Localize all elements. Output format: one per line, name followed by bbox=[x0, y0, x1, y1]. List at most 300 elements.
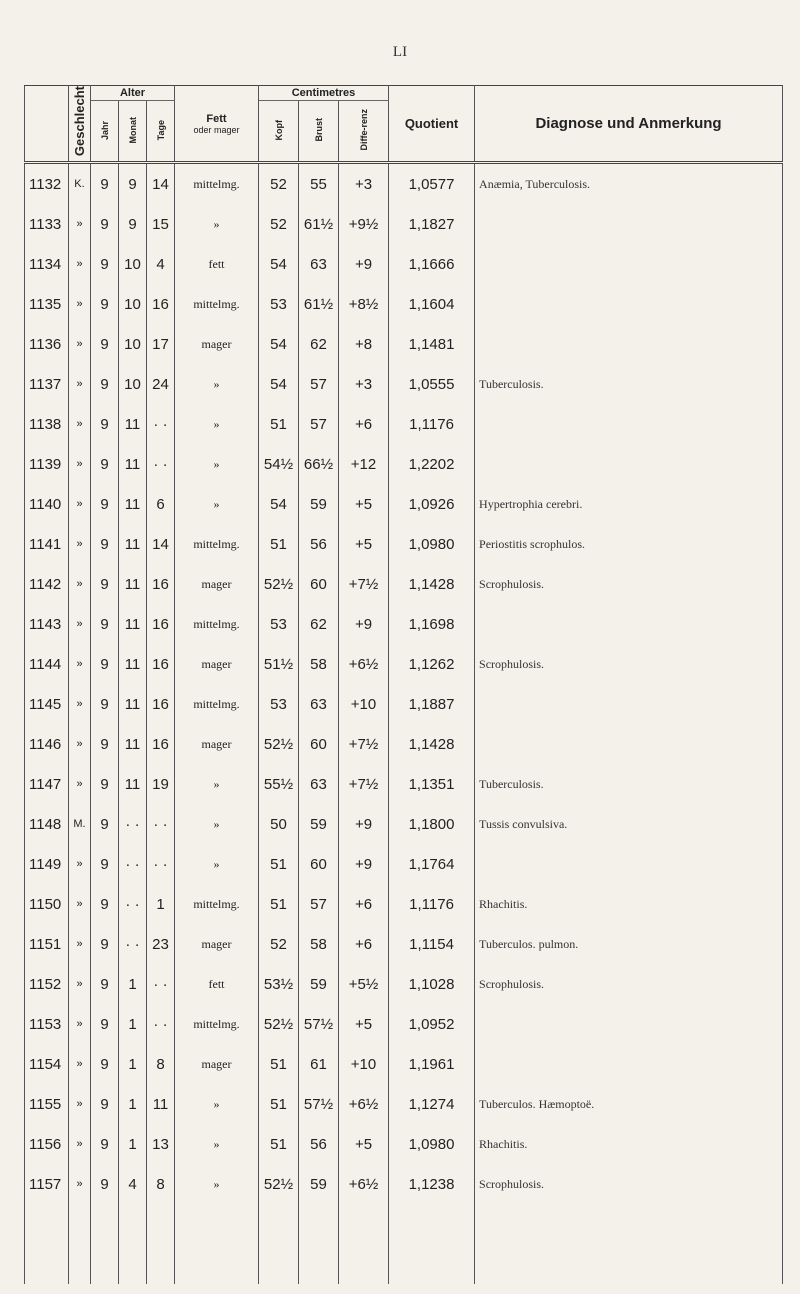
head-cell: 53 bbox=[259, 284, 299, 324]
quotient-cell: 1,1028 bbox=[389, 964, 475, 1004]
diff-cell: +7½ bbox=[339, 564, 389, 604]
age-days-cell: 16 bbox=[147, 644, 175, 684]
diagnosis-cell: Scrophulosis. bbox=[475, 564, 783, 604]
sex-cell: » bbox=[69, 1084, 91, 1124]
age-year-cell: 9 bbox=[91, 684, 119, 724]
diff-cell: +3 bbox=[339, 163, 389, 205]
diagnosis-cell: Hypertrophia cerebri. bbox=[475, 484, 783, 524]
sex-cell: » bbox=[69, 964, 91, 1004]
quotient-cell: 1,1176 bbox=[389, 404, 475, 444]
record-number: 1150 bbox=[25, 884, 69, 924]
head-cell: 52 bbox=[259, 204, 299, 244]
age-month-cell: 11 bbox=[119, 724, 147, 764]
age-days-cell: 8 bbox=[147, 1164, 175, 1204]
diagnosis-cell bbox=[475, 844, 783, 884]
age-year-cell: 9 bbox=[91, 364, 119, 404]
age-month-cell: 9 bbox=[119, 163, 147, 205]
fat-cell: mager bbox=[175, 1044, 259, 1084]
age-year-cell: 9 bbox=[91, 564, 119, 604]
sex-cell: » bbox=[69, 924, 91, 964]
diff-cell: +8½ bbox=[339, 284, 389, 324]
table-row bbox=[25, 1124, 783, 1164]
age-days-cell: 24 bbox=[147, 364, 175, 404]
head-cell: 53 bbox=[259, 684, 299, 724]
diagnosis-cell: Anæmia, Tuberculosis. bbox=[475, 163, 783, 205]
header-sex: Geschlecht bbox=[69, 86, 91, 163]
fat-cell: » bbox=[175, 1164, 259, 1204]
diff-cell: +7½ bbox=[339, 724, 389, 764]
age-year-cell: 9 bbox=[91, 924, 119, 964]
quotient-cell: 1,1428 bbox=[389, 564, 475, 604]
sex-cell: » bbox=[69, 1004, 91, 1044]
head-cell: 52½ bbox=[259, 564, 299, 604]
sex-cell: » bbox=[69, 484, 91, 524]
head-cell: 52 bbox=[259, 163, 299, 205]
table-row bbox=[25, 364, 783, 404]
sex-cell: » bbox=[69, 764, 91, 804]
record-number: 1143 bbox=[25, 604, 69, 644]
diagnosis-cell: Scrophulosis. bbox=[475, 1164, 783, 1204]
diagnosis-cell bbox=[475, 444, 783, 484]
fat-cell: » bbox=[175, 444, 259, 484]
diagnosis-cell: Tuberculos. Hæmoptoë. bbox=[475, 1084, 783, 1124]
diff-cell: +5 bbox=[339, 484, 389, 524]
chest-cell: 63 bbox=[299, 764, 339, 804]
diagnosis-cell: Tuberculos. pulmon. bbox=[475, 924, 783, 964]
quotient-cell: 1,1176 bbox=[389, 884, 475, 924]
age-month-cell: 1 bbox=[119, 1084, 147, 1124]
head-cell: 51 bbox=[259, 1124, 299, 1164]
age-days-cell: 23 bbox=[147, 924, 175, 964]
record-number: 1145 bbox=[25, 684, 69, 724]
age-month-cell: 1 bbox=[119, 964, 147, 1004]
age-year-cell: 9 bbox=[91, 244, 119, 284]
quotient-cell: 1,1604 bbox=[389, 284, 475, 324]
header-chest: Brust bbox=[299, 101, 339, 163]
age-month-cell: 11 bbox=[119, 684, 147, 724]
quotient-cell: 1,1961 bbox=[389, 1044, 475, 1084]
age-days-cell: 16 bbox=[147, 564, 175, 604]
head-cell: 51 bbox=[259, 524, 299, 564]
age-month-cell: 11 bbox=[119, 564, 147, 604]
fat-cell: mittelmg. bbox=[175, 604, 259, 644]
quotient-cell: 1,0980 bbox=[389, 524, 475, 564]
diff-cell: +5½ bbox=[339, 964, 389, 1004]
table-row bbox=[25, 1164, 783, 1204]
chest-cell: 58 bbox=[299, 644, 339, 684]
age-days-cell: 6 bbox=[147, 484, 175, 524]
chest-cell: 59 bbox=[299, 804, 339, 844]
record-number: 1133 bbox=[25, 204, 69, 244]
age-month-cell: 11 bbox=[119, 524, 147, 564]
age-year-cell: 9 bbox=[91, 1164, 119, 1204]
quotient-cell: 1,1428 bbox=[389, 724, 475, 764]
fat-cell: mager bbox=[175, 324, 259, 364]
diff-cell: +3 bbox=[339, 364, 389, 404]
sex-cell: M. bbox=[69, 804, 91, 844]
age-days-cell: 8 bbox=[147, 1044, 175, 1084]
table-row bbox=[25, 324, 783, 364]
sex-cell: » bbox=[69, 524, 91, 564]
age-month-cell: 1 bbox=[119, 1044, 147, 1084]
table-row bbox=[25, 564, 783, 604]
head-cell: 51 bbox=[259, 1044, 299, 1084]
age-year-cell: 9 bbox=[91, 444, 119, 484]
age-days-cell: · · bbox=[147, 844, 175, 884]
diff-cell: +10 bbox=[339, 1044, 389, 1084]
age-year-cell: 9 bbox=[91, 764, 119, 804]
quotient-cell: 1,0980 bbox=[389, 1124, 475, 1164]
header-fat: Fett oder mager bbox=[175, 86, 259, 163]
diagnosis-cell: Rhachitis. bbox=[475, 884, 783, 924]
sex-cell: » bbox=[69, 644, 91, 684]
age-year-cell: 9 bbox=[91, 1004, 119, 1044]
sex-cell: » bbox=[69, 1124, 91, 1164]
record-number: 1146 bbox=[25, 724, 69, 764]
table-row bbox=[25, 244, 783, 284]
fat-cell: mager bbox=[175, 564, 259, 604]
record-number: 1156 bbox=[25, 1124, 69, 1164]
head-cell: 50 bbox=[259, 804, 299, 844]
record-number: 1152 bbox=[25, 964, 69, 1004]
diff-cell: +5 bbox=[339, 1124, 389, 1164]
quotient-cell: 1,1238 bbox=[389, 1164, 475, 1204]
header-age-group: Alter bbox=[91, 86, 175, 101]
header-diff: Diffe-renz bbox=[339, 101, 389, 163]
age-year-cell: 9 bbox=[91, 964, 119, 1004]
age-month-cell: 10 bbox=[119, 324, 147, 364]
table-row bbox=[25, 284, 783, 324]
table-row bbox=[25, 724, 783, 764]
fat-cell: mager bbox=[175, 644, 259, 684]
age-days-cell: 4 bbox=[147, 244, 175, 284]
age-days-cell: 16 bbox=[147, 684, 175, 724]
age-days-cell: · · bbox=[147, 444, 175, 484]
fat-cell: mittelmg. bbox=[175, 884, 259, 924]
head-cell: 54 bbox=[259, 484, 299, 524]
chest-cell: 59 bbox=[299, 964, 339, 1004]
diff-cell: +6½ bbox=[339, 644, 389, 684]
age-month-cell: 4 bbox=[119, 1164, 147, 1204]
table-row bbox=[25, 404, 783, 444]
table-filler-row bbox=[25, 1204, 783, 1284]
diff-cell: +12 bbox=[339, 444, 389, 484]
age-month-cell: · · bbox=[119, 924, 147, 964]
chest-cell: 57½ bbox=[299, 1084, 339, 1124]
header-age-days: Tage bbox=[147, 101, 175, 163]
age-days-cell: 15 bbox=[147, 204, 175, 244]
table-row bbox=[25, 1004, 783, 1044]
head-cell: 52½ bbox=[259, 1004, 299, 1044]
sex-cell: » bbox=[69, 204, 91, 244]
head-cell: 52½ bbox=[259, 1164, 299, 1204]
quotient-cell: 1,1800 bbox=[389, 804, 475, 844]
record-number: 1157 bbox=[25, 1164, 69, 1204]
quotient-cell: 1,1666 bbox=[389, 244, 475, 284]
record-number: 1147 bbox=[25, 764, 69, 804]
chest-cell: 62 bbox=[299, 324, 339, 364]
quotient-cell: 1,1698 bbox=[389, 604, 475, 644]
table-row bbox=[25, 844, 783, 884]
header-age-month: Monat bbox=[119, 101, 147, 163]
record-number: 1154 bbox=[25, 1044, 69, 1084]
sex-cell: K. bbox=[69, 163, 91, 205]
table-row bbox=[25, 644, 783, 684]
chest-cell: 63 bbox=[299, 684, 339, 724]
chest-cell: 60 bbox=[299, 844, 339, 884]
table-row bbox=[25, 524, 783, 564]
sex-cell: » bbox=[69, 884, 91, 924]
chest-cell: 60 bbox=[299, 724, 339, 764]
record-number: 1137 bbox=[25, 364, 69, 404]
quotient-cell: 1,1351 bbox=[389, 764, 475, 804]
measurement-table bbox=[24, 85, 783, 1284]
diff-cell: +7½ bbox=[339, 764, 389, 804]
header-cm-group: Centimetres bbox=[259, 86, 389, 101]
diff-cell: +6 bbox=[339, 924, 389, 964]
table-row bbox=[25, 204, 783, 244]
diff-cell: +9 bbox=[339, 804, 389, 844]
table-row bbox=[25, 1084, 783, 1124]
age-days-cell: 19 bbox=[147, 764, 175, 804]
diagnosis-cell bbox=[475, 1004, 783, 1044]
age-month-cell: · · bbox=[119, 844, 147, 884]
sex-cell: » bbox=[69, 724, 91, 764]
age-year-cell: 9 bbox=[91, 484, 119, 524]
head-cell: 54 bbox=[259, 324, 299, 364]
diff-cell: +6 bbox=[339, 404, 389, 444]
fat-cell: » bbox=[175, 364, 259, 404]
record-number: 1134 bbox=[25, 244, 69, 284]
quotient-cell: 1,2202 bbox=[389, 444, 475, 484]
sex-cell: » bbox=[69, 364, 91, 404]
age-month-cell: · · bbox=[119, 804, 147, 844]
sex-cell: » bbox=[69, 564, 91, 604]
age-month-cell: 1 bbox=[119, 1004, 147, 1044]
table-row bbox=[25, 604, 783, 644]
age-month-cell: 10 bbox=[119, 244, 147, 284]
age-year-cell: 9 bbox=[91, 284, 119, 324]
fat-cell: » bbox=[175, 804, 259, 844]
record-number: 1148 bbox=[25, 804, 69, 844]
record-number: 1135 bbox=[25, 284, 69, 324]
age-days-cell: 14 bbox=[147, 163, 175, 205]
diff-cell: +9 bbox=[339, 604, 389, 644]
chest-cell: 61½ bbox=[299, 204, 339, 244]
age-days-cell: 13 bbox=[147, 1124, 175, 1164]
table-row bbox=[25, 964, 783, 1004]
fat-cell: mittelmg. bbox=[175, 284, 259, 324]
head-cell: 54 bbox=[259, 364, 299, 404]
age-month-cell: 9 bbox=[119, 204, 147, 244]
quotient-cell: 1,1262 bbox=[389, 644, 475, 684]
age-month-cell: 11 bbox=[119, 484, 147, 524]
age-days-cell: 16 bbox=[147, 604, 175, 644]
head-cell: 54½ bbox=[259, 444, 299, 484]
table-row bbox=[25, 884, 783, 924]
chest-cell: 62 bbox=[299, 604, 339, 644]
age-days-cell: 11 bbox=[147, 1084, 175, 1124]
quotient-cell: 1,1827 bbox=[389, 204, 475, 244]
table-row bbox=[25, 924, 783, 964]
age-year-cell: 9 bbox=[91, 604, 119, 644]
quotient-cell: 1,0555 bbox=[389, 364, 475, 404]
diagnosis-cell bbox=[475, 684, 783, 724]
record-number: 1151 bbox=[25, 924, 69, 964]
age-month-cell: 11 bbox=[119, 444, 147, 484]
chest-cell: 57 bbox=[299, 404, 339, 444]
age-days-cell: 16 bbox=[147, 724, 175, 764]
header-quotient: Quotient bbox=[389, 86, 475, 163]
record-number: 1144 bbox=[25, 644, 69, 684]
quotient-cell: 1,1887 bbox=[389, 684, 475, 724]
table-body bbox=[25, 163, 783, 1285]
age-month-cell: 11 bbox=[119, 604, 147, 644]
sex-cell: » bbox=[69, 1044, 91, 1084]
quotient-cell: 1,0926 bbox=[389, 484, 475, 524]
sex-cell: » bbox=[69, 844, 91, 884]
sex-cell: » bbox=[69, 284, 91, 324]
diff-cell: +8 bbox=[339, 324, 389, 364]
record-number: 1142 bbox=[25, 564, 69, 604]
age-days-cell: 16 bbox=[147, 284, 175, 324]
head-cell: 54 bbox=[259, 244, 299, 284]
record-number: 1153 bbox=[25, 1004, 69, 1044]
age-month-cell: 11 bbox=[119, 404, 147, 444]
head-cell: 52 bbox=[259, 924, 299, 964]
header-nr bbox=[25, 86, 69, 163]
chest-cell: 55 bbox=[299, 163, 339, 205]
head-cell: 53½ bbox=[259, 964, 299, 1004]
diagnosis-cell: Tussis convulsiva. bbox=[475, 804, 783, 844]
chest-cell: 60 bbox=[299, 564, 339, 604]
page-number: LI bbox=[392, 44, 408, 60]
table-row bbox=[25, 684, 783, 724]
diff-cell: +6 bbox=[339, 884, 389, 924]
fat-cell: mittelmg. bbox=[175, 524, 259, 564]
head-cell: 51½ bbox=[259, 644, 299, 684]
record-number: 1140 bbox=[25, 484, 69, 524]
chest-cell: 56 bbox=[299, 1124, 339, 1164]
diagnosis-cell bbox=[475, 604, 783, 644]
diff-cell: +10 bbox=[339, 684, 389, 724]
age-month-cell: 10 bbox=[119, 284, 147, 324]
diff-cell: +5 bbox=[339, 1004, 389, 1044]
quotient-cell: 1,0952 bbox=[389, 1004, 475, 1044]
age-days-cell: 14 bbox=[147, 524, 175, 564]
sex-cell: » bbox=[69, 244, 91, 284]
quotient-cell: 1,1274 bbox=[389, 1084, 475, 1124]
head-cell: 51 bbox=[259, 1084, 299, 1124]
chest-cell: 57½ bbox=[299, 1004, 339, 1044]
record-number: 1138 bbox=[25, 404, 69, 444]
table-row bbox=[25, 1044, 783, 1084]
fat-cell: » bbox=[175, 1124, 259, 1164]
chest-cell: 61½ bbox=[299, 284, 339, 324]
chest-cell: 59 bbox=[299, 1164, 339, 1204]
sex-cell: » bbox=[69, 604, 91, 644]
age-days-cell: 17 bbox=[147, 324, 175, 364]
sex-cell: » bbox=[69, 684, 91, 724]
record-number: 1136 bbox=[25, 324, 69, 364]
age-year-cell: 9 bbox=[91, 324, 119, 364]
age-days-cell: · · bbox=[147, 404, 175, 444]
chest-cell: 61 bbox=[299, 1044, 339, 1084]
fat-cell: mager bbox=[175, 924, 259, 964]
diagnosis-cell bbox=[475, 204, 783, 244]
fat-cell: mittelmg. bbox=[175, 684, 259, 724]
quotient-cell: 1,1154 bbox=[389, 924, 475, 964]
fat-cell: fett bbox=[175, 964, 259, 1004]
fat-cell: » bbox=[175, 404, 259, 444]
diagnosis-cell bbox=[475, 724, 783, 764]
fat-cell: » bbox=[175, 764, 259, 804]
age-year-cell: 9 bbox=[91, 884, 119, 924]
age-year-cell: 9 bbox=[91, 844, 119, 884]
age-year-cell: 9 bbox=[91, 1084, 119, 1124]
chest-cell: 59 bbox=[299, 484, 339, 524]
fat-cell: » bbox=[175, 204, 259, 244]
fat-cell: » bbox=[175, 484, 259, 524]
fat-cell: mager bbox=[175, 724, 259, 764]
diff-cell: +9 bbox=[339, 244, 389, 284]
age-year-cell: 9 bbox=[91, 1044, 119, 1084]
head-cell: 51 bbox=[259, 844, 299, 884]
age-year-cell: 9 bbox=[91, 644, 119, 684]
age-year-cell: 9 bbox=[91, 724, 119, 764]
chest-cell: 63 bbox=[299, 244, 339, 284]
diagnosis-cell: Tuberculosis. bbox=[475, 364, 783, 404]
age-year-cell: 9 bbox=[91, 524, 119, 564]
diff-cell: +9 bbox=[339, 844, 389, 884]
fat-cell: » bbox=[175, 1084, 259, 1124]
age-month-cell: 1 bbox=[119, 1124, 147, 1164]
chest-cell: 57 bbox=[299, 884, 339, 924]
sex-cell: » bbox=[69, 404, 91, 444]
head-cell: 55½ bbox=[259, 764, 299, 804]
chest-cell: 66½ bbox=[299, 444, 339, 484]
diagnosis-cell bbox=[475, 404, 783, 444]
header-diagnosis: Diagnose und Anmerkung bbox=[475, 86, 783, 163]
chest-cell: 58 bbox=[299, 924, 339, 964]
age-year-cell: 9 bbox=[91, 804, 119, 844]
chest-cell: 56 bbox=[299, 524, 339, 564]
table-row bbox=[25, 484, 783, 524]
record-number: 1132 bbox=[25, 163, 69, 205]
table-row bbox=[25, 804, 783, 844]
sex-cell: » bbox=[69, 444, 91, 484]
diagnosis-cell bbox=[475, 324, 783, 364]
sex-cell: » bbox=[69, 1164, 91, 1204]
age-month-cell: 11 bbox=[119, 764, 147, 804]
age-year-cell: 9 bbox=[91, 404, 119, 444]
fat-cell: mittelmg. bbox=[175, 163, 259, 205]
age-month-cell: 11 bbox=[119, 644, 147, 684]
age-year-cell: 9 bbox=[91, 1124, 119, 1164]
record-number: 1149 bbox=[25, 844, 69, 884]
diagnosis-cell: Scrophulosis. bbox=[475, 964, 783, 1004]
table-row bbox=[25, 764, 783, 804]
diagnosis-cell bbox=[475, 1044, 783, 1084]
fat-cell: mittelmg. bbox=[175, 1004, 259, 1044]
age-month-cell: 10 bbox=[119, 364, 147, 404]
diff-cell: +6½ bbox=[339, 1084, 389, 1124]
head-cell: 51 bbox=[259, 884, 299, 924]
table-header bbox=[25, 86, 783, 163]
quotient-cell: 1,1481 bbox=[389, 324, 475, 364]
age-days-cell: · · bbox=[147, 964, 175, 1004]
table-row bbox=[25, 163, 783, 205]
